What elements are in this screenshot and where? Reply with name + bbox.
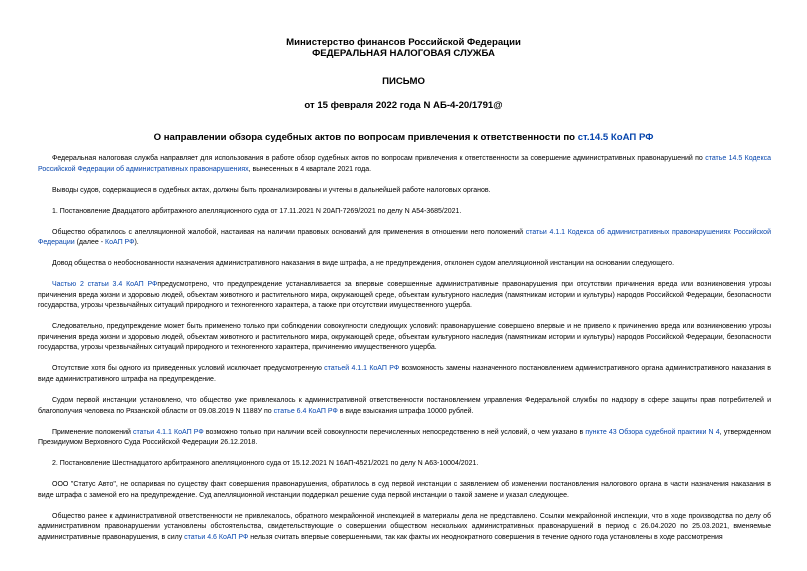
body-paragraph (38, 154, 771, 175)
legal-reference-link[interactable]: статьи 4.1.1 Кодекса об административных правонарушениях Российской Федерации (38, 228, 771, 247)
legal-reference-link[interactable]: КоАП РФ (105, 239, 135, 247)
paragraph-text: Федеральная налоговая служба направляет для использования в работе обзор судебных актов по вопросам привлечения к ответственности за совершение административных правонарушений по (52, 155, 706, 162)
paragraph-text: Судом первой инстанции установлено, что общество уже привлекалось к административной ответственности постановлением управления Федеральной службы по надзору в сфере защиты прав потребителей и благополучия человека по Рязанской области от 09.08.2019 N 1188У по (38, 397, 771, 415)
paragraph-text: в виде взыскания штрафа 10000 рублей. (337, 407, 474, 415)
body-paragraph (38, 259, 771, 270)
paragraph-text: Довод общества о необоснованности назначения административного наказания в виде штрафа, а не предупреждения, отклонен судом апелляционной инстанции на основании следующего. (52, 260, 675, 268)
body-paragraph (38, 480, 771, 501)
body-paragraph (38, 322, 771, 354)
paragraph-text: Общество ранее к административной ответственности не привлекалось, обратного межрайонной инспекцией в материалы дела не представлено. Ссылки межрайонной инспекции, что в ходе производства по делу об административном правонарушении установлены обстоятельства, свидетельствующие о совершении обществом нескольких административных правонарушений в период с 26.04.2020 по 25.03.2021, вменяемые административные правонарушения, в силу (38, 512, 771, 541)
paragraph-text: (далее - (74, 239, 106, 247)
paragraph-text: Следовательно, предупреждение может быть применено только при соблюдении совокупности следующих условий: правонарушение совершено впервые и не привело к причинению вреда или возникновению угрозы причинения вреда жизни и здоровью людей, объектам животного и растительного мира, окружающей среде, объектам культурного наследия (памятникам истории и культуры) народов Российской Федерации, безопасности государства, угрозы чрезвычайных ситуаций природного и техногенного характера, причинению имущественного ущерба. (38, 323, 771, 352)
legal-reference-link[interactable]: статьей 4.1.1 КоАП РФ (324, 365, 400, 373)
paragraph-text: предусмотрено, что предупреждение устанавливается за впервые совершенные административные правонарушения при отсутствии причинения вреда или возникновения угрозы причинения вреда жизни и здоровью людей, объектам животного и растительного мира, окружающей среде, объектам культурного наследия (памятникам истории и культуры) народов Российской Федерации, безопасности государства, угрозы чрезвычайных ситуаций природного и техногенного характера, а также при отсутствии имущественного ущерба. (38, 281, 771, 310)
document-body (38, 154, 771, 554)
body-paragraph (38, 228, 771, 249)
legal-reference-link[interactable]: статьи 4.1.1 КоАП РФ (133, 428, 204, 436)
ministry-name: Министерство финансов Российской Федерации (286, 37, 521, 48)
paragraph-text: Отсутствие хотя бы одного из приведенных условий исключает предусмотренную (52, 365, 325, 373)
paragraph-text: Применение положений (52, 428, 134, 436)
body-paragraph (38, 186, 771, 197)
document-subject (0, 132, 807, 143)
paragraph-text: 1. Постановление Двадцатого арбитражного апелляционного суда от 17.11.2021 N 20АП-7269/2021 по делу N А54-3685/2021. (52, 207, 462, 215)
subject-link[interactable]: ст.14.5 КоАП РФ (577, 132, 654, 143)
service-name: ФЕДЕРАЛЬНАЯ НАЛОГОВАЯ СЛУЖБА (312, 48, 495, 59)
body-paragraph (38, 428, 771, 449)
body-paragraph (38, 207, 771, 218)
paragraph-text: , вынесенных в 4 квартале 2021 года. (248, 165, 372, 173)
paragraph-text: 2. Постановление Шестнадцатого арбитражного апелляционного суда от 15.12.2021 N 16АП-4521/2021 по делу N А63-10004/2021. (52, 460, 479, 468)
body-paragraph (38, 512, 771, 544)
paragraph-text: Выводы судов, содержащиеся в судебных актах, должны быть проанализированы и учтены в дальнейшей работе налоговых органов. (52, 186, 491, 194)
body-paragraph (38, 396, 771, 417)
document-type: ПИСЬМО (382, 76, 425, 87)
paragraph-text: , утвержденном Президиумом Верховного Суда Российской Федерации 26.12.2018. (38, 428, 771, 447)
body-paragraph (38, 364, 771, 385)
paragraph-text: Общество обратилось с апелляционной жалобой, настаивая на наличии правовых оснований для применения в отношении него положений (52, 228, 526, 236)
body-paragraph (38, 280, 771, 312)
paragraph-text: нельзя считать впервые совершенными, так как факты их неоднократного совершения в течение одного года установлены в ходе рассмотрения (248, 533, 723, 541)
document-date-number: от 15 февраля 2022 года N АБ-4-20/1791@ (304, 100, 503, 111)
legal-reference-link[interactable]: Частью 2 статьи 3.4 КоАП РФ (52, 281, 158, 289)
legal-reference-link[interactable]: статье 6.4 КоАП РФ (273, 407, 338, 415)
legal-reference-link[interactable]: статье 14.5 Кодекса Российской Федерации об административных правонарушениях (38, 155, 771, 173)
paragraph-text: ). (134, 239, 139, 247)
paragraph-text: возможно только при наличии всей совокупности перечисленных непосредственно в ней условий, о чем указано в (203, 428, 586, 436)
paragraph-text: возможность замены назначенного постановлением административного органа административного наказания в виде административного штрафа на предупреждение. (38, 365, 771, 384)
body-paragraph (38, 459, 771, 470)
paragraph-text: ООО "Статус Авто", не оспаривая по существу факт совершения правонарушения, обратилось в суд первой инстанции с заявлением об изменении постановления налогового органа в части назначения наказания в виде штрафа с заменой его на предупреждение. Суд апелляционной инстанции поддержал решение суда первой инстанции о такой замене и указал следующее. (38, 481, 771, 499)
subject-text: О направлении обзора судебных актов по вопросам привлечения к ответственности по (153, 132, 578, 143)
legal-reference-link[interactable]: пункте 43 Обзора судебной практики N 4 (585, 428, 720, 436)
legal-reference-link[interactable]: статьи 4.6 КоАП РФ (184, 533, 249, 541)
